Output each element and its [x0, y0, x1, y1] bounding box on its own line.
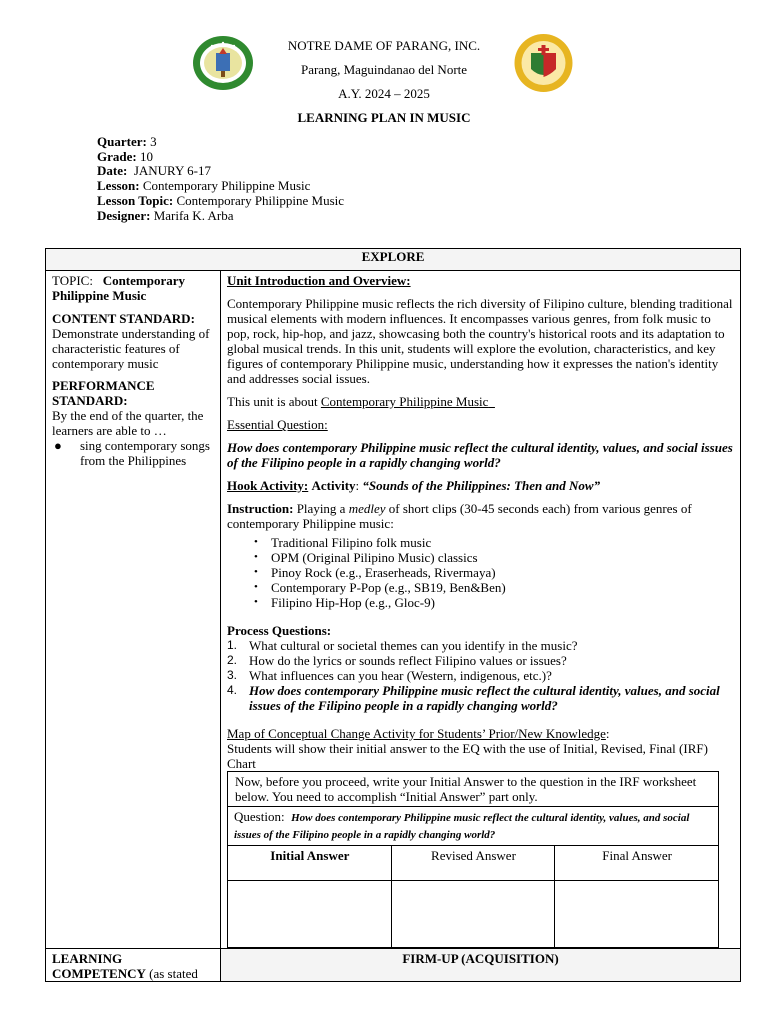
bullet-dot-icon: ● — [54, 438, 62, 453]
irf-initial-answer-field[interactable] — [228, 881, 392, 948]
irf-chart-table — [227, 771, 719, 948]
list-item: 4. How does contemporary Philippine music reflect the cultural identity, values, and social issues of the Filipino people in a rapidly changing world? — [227, 683, 720, 713]
list-item: • Filipino Hip-Hop (e.g., Gloc-9) — [271, 595, 734, 610]
irf-header-initial: Initial Answer — [228, 846, 392, 881]
topic-line: TOPIC: Contemporary Philippine Music — [52, 273, 186, 303]
meta-grade: Grade: 10 — [97, 149, 153, 164]
unit-about-line: This unit is about Contemporary Philippine Music — [227, 394, 489, 409]
essential-question-label: Essential Question: — [227, 417, 328, 432]
performance-standard-text: By the end of the quarter, the learners are able to … — [52, 408, 204, 438]
content-standard-text: Demonstrate understanding of characteristic features of contemporary music — [52, 326, 210, 371]
school-name: NOTRE DAME OF PARANG, INC. — [287, 38, 481, 53]
list-item: • OPM (Original Pilipino Music) classics — [271, 550, 734, 565]
standards-column — [46, 271, 221, 949]
map-conceptual-change-text: Students will show their initial answer to the EQ with the use of Initial, Revised, Final (IRF) Chart — [227, 741, 708, 771]
irf-instruction: Now, before you proceed, write your Initial Answer to the question in the IRF worksheet below. You need to accomplish “Initial Answer” part only. — [228, 772, 719, 807]
school-location: Parang, Maguindanao del Norte — [300, 62, 468, 77]
explore-heading: EXPLORE — [46, 249, 741, 271]
performance-standard-label: PERFORMANCE STANDARD: — [52, 378, 155, 408]
learning-plan-table — [45, 248, 741, 982]
list-item: 1. What cultural or societal themes can you identify in the music? — [227, 638, 578, 653]
irf-final-answer-field[interactable] — [555, 881, 719, 948]
genre-list — [227, 535, 734, 610]
list-item: 3. What influences can you hear (Western, indigenous, etc.)? — [227, 668, 552, 683]
process-questions-list — [227, 638, 734, 713]
academic-year: A.Y. 2024 – 2025 — [338, 86, 430, 101]
list-item: • Traditional Filipino folk music — [271, 535, 734, 550]
irf-header-final: Final Answer — [555, 846, 719, 881]
content-standard-label: CONTENT STANDARD: — [52, 311, 195, 326]
plan-title: LEARNING PLAN IN MUSIC — [297, 110, 471, 125]
meta-designer: Designer: Marifa K. Arba — [97, 208, 234, 223]
firm-up-heading: FIRM-UP (ACQUISITION) — [221, 949, 741, 982]
irf-revised-answer-field[interactable] — [391, 881, 555, 948]
meta-date: Date: JANURY 6-17 — [97, 163, 211, 178]
list-item: 2. How do the lyrics or sounds reflect Filipino values or issues? — [227, 653, 567, 668]
essential-question-text: How does contemporary Philippine music reflect the cultural identity, values, and social issues of the Filipino people in a rapidly changing world? — [227, 440, 733, 470]
meta-lesson-topic: Lesson Topic: Contemporary Philippine Music — [97, 193, 345, 208]
hook-activity-line: Hook Activity: Activity: “Sounds of the Philippines: Then and Now” — [227, 478, 601, 493]
list-item: • Pinoy Rock (e.g., Eraserheads, Rivermaya) — [271, 565, 734, 580]
explore-content-column — [221, 271, 741, 949]
instruction-text: Instruction: Playing a medley of short clips (30-45 seconds each) from various genres of contemporary Philippine music: — [227, 501, 692, 531]
list-item: • Contemporary P-Pop (e.g., SB19, Ben&Ben) — [271, 580, 734, 595]
learning-competency-cell: LEARNING COMPETENCY (as stated — [46, 949, 221, 982]
unit-intro-label: Unit Introduction and Overview: — [227, 273, 411, 288]
performance-bullet-item: ● sing contemporary songs from the Philippines — [54, 438, 210, 468]
irf-question: Question: How does contemporary Philippine music reflect the cultural identity, values, and social issues of the Filipino people in a rapidly changing world? — [228, 807, 719, 846]
process-questions-label: Process Questions: — [227, 623, 332, 638]
meta-quarter: Quarter: 3 — [97, 134, 157, 149]
irf-header-revised: Revised Answer — [391, 846, 555, 881]
meta-lesson: Lesson: Contemporary Philippine Music — [97, 178, 311, 193]
map-conceptual-change-label: Map of Conceptual Change Activity for Students’ Prior/New Knowledge: — [227, 726, 610, 741]
unit-intro-text: Contemporary Philippine music reflects the rich diversity of Filipino culture, blending traditional musical elements with modern influences. It encompasses various genres, from folk music to pop, rock, hip-hop, and jazz, showcasing both the country's historical roots and its adaptation to global musical trends. In this unit, students will explore the evolution, characteristics, and key figures of contemporary Philippine music, understanding how it expresses the nation's identity and addresses social issues. — [227, 296, 733, 386]
